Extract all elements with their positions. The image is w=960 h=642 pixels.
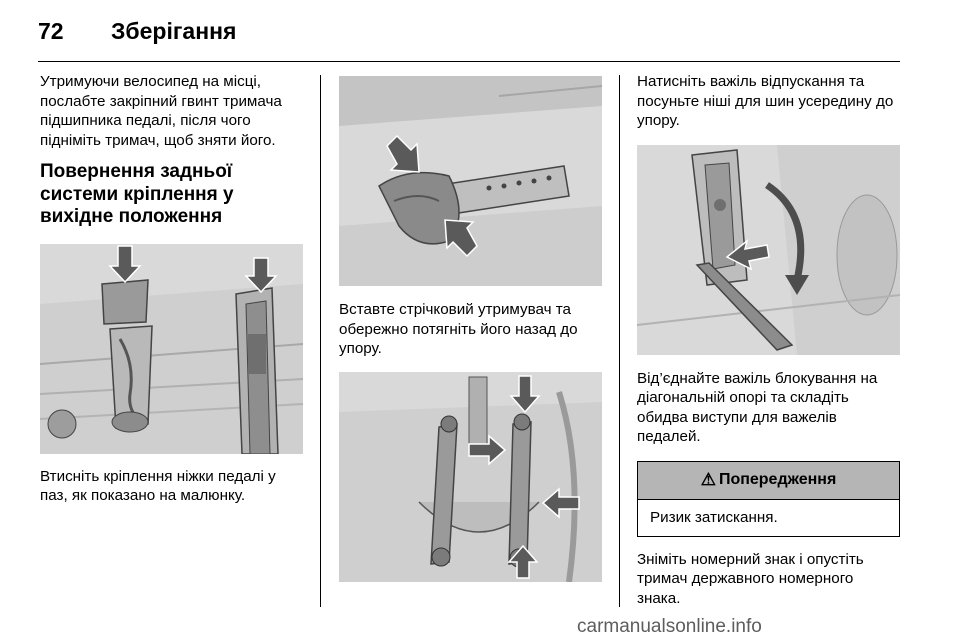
figure-pedal-mount: [40, 244, 303, 454]
strap-holder-illustration: [339, 76, 602, 286]
column-3: [637, 72, 901, 608]
column-divider: [320, 75, 321, 607]
warning-box: [637, 461, 900, 537]
locking-lever-illustration: [637, 145, 900, 355]
intro-paragraph: Натисніть важіль відпускання та посуньте ніші для шин усередину до упору.: [637, 73, 894, 129]
figure-rack-frame: [339, 372, 602, 582]
figure-strap-holder: [339, 76, 602, 286]
column-2: [339, 72, 604, 582]
watermark: carmanualsonline.info: [577, 616, 762, 637]
warning-text: Ризик затискання.: [650, 508, 778, 526]
figure-1-caption: Втисніть кріплення ніжки педалі у паз, як показано на малюнку.: [40, 467, 276, 504]
warning-header: [638, 462, 899, 500]
outro-paragraph: Зніміть номерний знак і опустіть тримач державного номерного знака.: [637, 550, 864, 607]
section-heading: Повернення задньої системи кріплення у вихідне положення: [40, 161, 234, 227]
page-title: Зберігання: [111, 18, 237, 44]
column-1: [40, 72, 305, 506]
rack-frame-illustration: [339, 372, 602, 582]
pedal-mount-illustration: [40, 244, 303, 454]
warning-triangle-icon: ⚠: [700, 470, 716, 489]
figure-2-caption: Вставте стрічковий утримувач та обережно потягніть його назад до упору.: [339, 301, 578, 357]
header-rule: [38, 61, 900, 62]
column-divider: [619, 75, 620, 607]
figure-locking-lever: [637, 145, 900, 355]
figure-3-caption: Від’єднайте важіль блокування на діагональній опорі та складіть обидва виступи для важелів педалей.: [637, 369, 878, 445]
intro-paragraph: Утримуючи велосипед на місці, послабте закріпний гвинт тримача підшипника педалі, після чого підніміть тримач, щоб зняти його.: [40, 73, 282, 149]
page-number: 72: [38, 18, 64, 44]
warning-title: Попередження: [718, 471, 837, 488]
